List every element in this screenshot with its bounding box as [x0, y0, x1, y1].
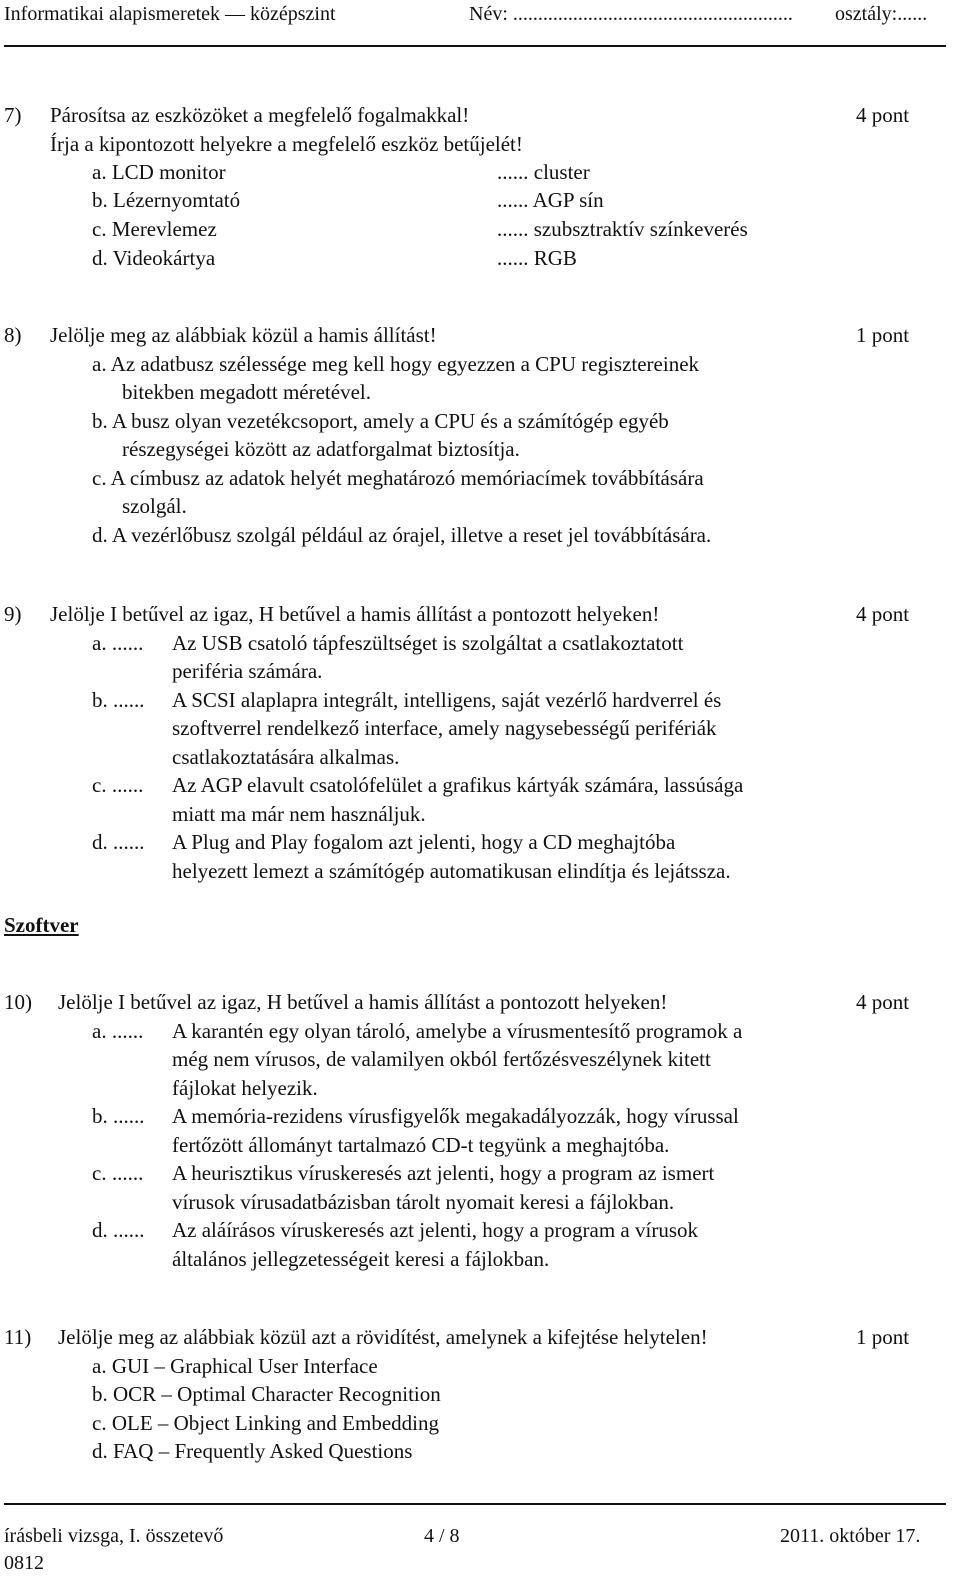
q9-item-line: helyezett lemezt a számítógép automatikusan elindítja és lejátssza.: [172, 859, 731, 883]
header-rule: [4, 45, 946, 47]
q7-concept: ...... AGP sín: [497, 188, 604, 212]
q8-number: 8): [4, 323, 22, 347]
header-name-field: Név: ........................................................: [469, 3, 793, 25]
q9-item-label: b. ......: [92, 688, 145, 712]
q11-option: d. FAQ – Frequently Asked Questions: [92, 1439, 413, 1463]
footer-exam-part: írásbeli vizsga, I. összetevő: [4, 1525, 224, 1547]
q7-device: a. LCD monitor: [92, 160, 226, 184]
q9-item-line: miatt ma már nem használjuk.: [172, 802, 426, 826]
q7-device: c. Merevlemez: [92, 217, 217, 241]
q10-item-line: még nem vírusos, de valamilyen okból fertőzésveszélynek kitett: [172, 1047, 711, 1071]
q9-number: 9): [4, 602, 22, 626]
q9-item-line: csatlakoztatására alkalmas.: [172, 745, 400, 769]
footer-rule: [4, 1503, 946, 1505]
q8-option-line: b. A busz olyan vezetékcsoport, amely a CPU és a számítógép egyéb: [92, 409, 669, 433]
q8-option-line: részegységei között az adatforgalmat biztosítja.: [122, 437, 520, 461]
footer-page-number: 4 / 8: [424, 1525, 460, 1547]
q10-item-line: A memória-rezidens vírusfigyelők megakadályozzák, hogy vírussal: [172, 1104, 739, 1128]
q11-points: 1 pont: [856, 1325, 910, 1349]
footer-date: 2011. október 17.: [780, 1525, 921, 1547]
q10-item-line: vírusok vírusadatbázisban tárolt nyomait keresi a fájlokban.: [172, 1190, 675, 1214]
q9-item-line: periféria számára.: [172, 659, 323, 683]
q9-item-label: a. ......: [92, 631, 144, 655]
q11-option: b. OCR – Optimal Character Recognition: [92, 1382, 441, 1406]
q8-option-line: a. Az adatbusz szélessége meg kell hogy egyezzen a CPU regisztereinek: [92, 352, 700, 376]
q8-option-line: c. A címbusz az adatok helyét meghatározó memóriacímek továbbítására: [92, 466, 704, 490]
q8-text: Jelölje meg az alábbiak közül a hamis állítást!: [50, 323, 437, 347]
q10-item-line: A heurisztikus víruskeresés azt jelenti, hogy a program az ismert: [172, 1161, 715, 1185]
q10-item-line: fájlokat helyezik.: [172, 1076, 318, 1100]
q8-points: 1 pont: [856, 323, 910, 347]
q9-item-label: d. ......: [92, 830, 145, 854]
q10-item-label: d. ......: [92, 1218, 145, 1242]
header-subject: Informatikai alapismeretek — középszint: [4, 3, 336, 25]
q8-option-line: d. A vezérlőbusz szolgál például az órajel, illetve a reset jel továbbítására.: [92, 523, 712, 547]
q10-item-label: a. ......: [92, 1019, 144, 1043]
q7-number: 7): [4, 103, 22, 127]
q8-option-line: bitekben megadott méretével.: [122, 380, 371, 404]
q10-item-line: fertőzött állományt tartalmazó CD-t tegyünk a meghajtóba.: [172, 1133, 670, 1157]
q10-number: 10): [4, 990, 32, 1014]
section-title: Szoftver: [4, 913, 79, 937]
q9-item-line: szoftverrel rendelkező interface, amely nagysebességű perifériák: [172, 716, 717, 740]
header-class-field: osztály:......: [835, 3, 928, 25]
q7-device: b. Lézernyomtató: [92, 188, 241, 212]
q10-item-label: b. ......: [92, 1104, 145, 1128]
footer-code: 0812: [4, 1552, 44, 1574]
q10-item-line: A karantén egy olyan tároló, amelybe a vírusmentesítő programok a: [172, 1019, 743, 1043]
q7-text-1: Párosítsa az eszközöket a megfelelő fogalmakkal!: [50, 103, 470, 127]
q9-item-line: Az AGP elavult csatolófelület a grafikus kártyák számára, lassúsága: [172, 773, 744, 797]
q11-option: c. OLE – Object Linking and Embedding: [92, 1411, 440, 1435]
q9-text: Jelölje I betűvel az igaz, H betűvel a hamis állítást a pontozott helyeken!: [50, 602, 660, 626]
q11-text: Jelölje meg az alábbiak közül azt a rövidítést, amelynek a kifejtése helytelen!: [58, 1325, 708, 1349]
q10-item-label: c. ......: [92, 1161, 144, 1185]
q8-option-line: szolgál.: [122, 494, 187, 518]
q11-number: 11): [4, 1325, 32, 1349]
q10-text: Jelölje I betűvel az igaz, H betűvel a hamis állítást a pontozott helyeken!: [58, 990, 668, 1014]
q7-concept: ...... cluster: [497, 160, 590, 184]
q9-points: 4 pont: [856, 602, 910, 626]
q7-concept: ...... szubsztraktív színkeverés: [497, 217, 748, 241]
q10-item-line: Az aláírásos víruskeresés azt jelenti, hogy a program a vírusok: [172, 1218, 698, 1242]
q7-text-2: Írja a kipontozott helyekre a megfelelő eszköz betűjelét!: [50, 132, 523, 156]
q9-item-line: A SCSI alaplapra integrált, intelligens, saját vezérlő hardverrel és: [172, 688, 722, 712]
q9-item-line: Az USB csatoló tápfeszültséget is szolgáltat a csatlakoztatott: [172, 631, 684, 655]
q7-concept: ...... RGB: [497, 246, 577, 270]
q9-item-line: A Plug and Play fogalom azt jelenti, hogy a CD meghajtóba: [172, 830, 676, 854]
q7-points: 4 pont: [856, 103, 910, 127]
q7-device: d. Videokártya: [92, 246, 216, 270]
q9-item-label: c. ......: [92, 773, 144, 797]
q11-option: a. GUI – Graphical User Interface: [92, 1354, 378, 1378]
q10-points: 4 pont: [856, 990, 910, 1014]
q10-item-line: általános jellegzetességeit keresi a fájlokban.: [172, 1247, 550, 1271]
